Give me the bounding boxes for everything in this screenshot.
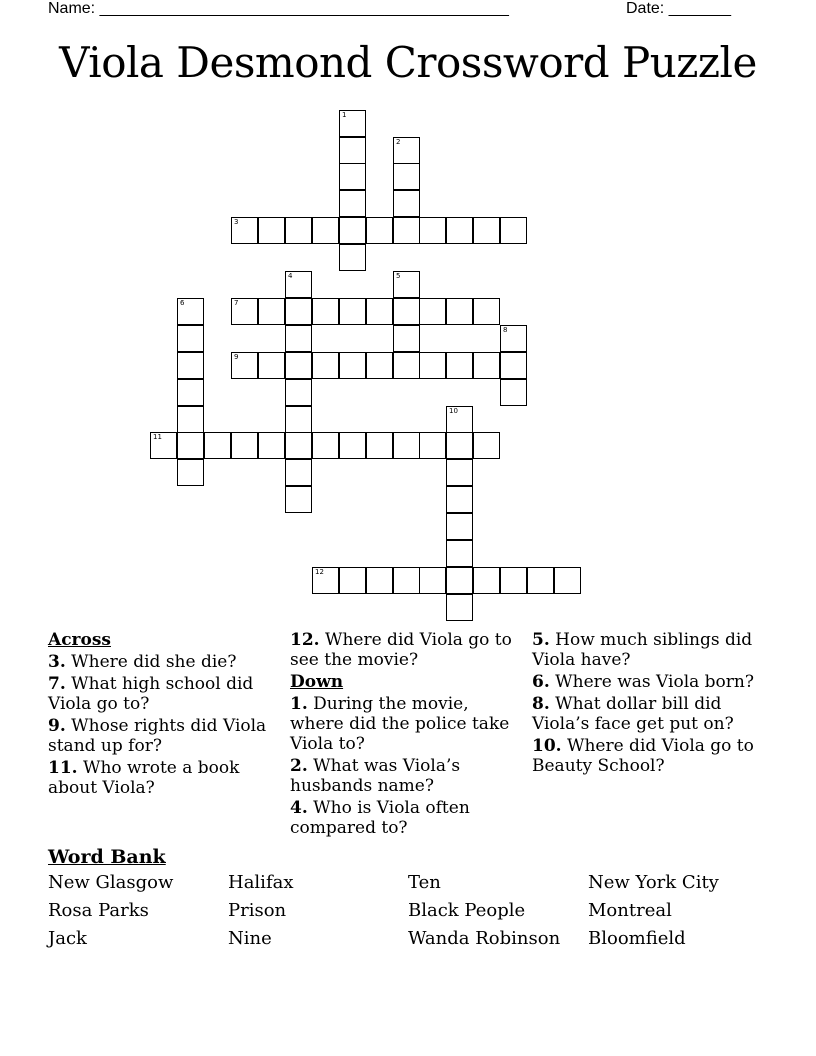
grid-cell[interactable] [500, 217, 527, 244]
clues-column-2 [290, 630, 522, 840]
clue-number: 3 [234, 218, 239, 226]
clue-number: 5 [396, 272, 401, 280]
word-bank-title: Word Bank [48, 846, 166, 868]
grid-cell[interactable] [312, 352, 339, 379]
clues-column-1 [48, 630, 280, 800]
grid-cell[interactable] [231, 217, 258, 244]
grid-cell[interactable] [177, 352, 204, 379]
word-bank-item: Jack [48, 928, 87, 949]
grid-cell[interactable] [393, 217, 420, 244]
clue-down-6: 6. Where was Viola born? [532, 672, 754, 692]
clue-across-3: 3. Where did she die? [48, 652, 237, 672]
clue-number: 12 [315, 568, 324, 576]
grid-cell[interactable] [339, 244, 366, 271]
grid-cell[interactable] [393, 163, 420, 190]
grid-cell[interactable] [393, 190, 420, 217]
page-title: Viola Desmond Crossword Puzzle [59, 38, 757, 87]
date-field-label[interactable]: Date: _______ [626, 0, 731, 17]
word-bank-item: Ten [408, 872, 441, 893]
clue-down-4: 4. Who is Viola often compared to? [290, 798, 470, 838]
grid-cell[interactable] [339, 190, 366, 217]
grid-cell[interactable] [231, 352, 258, 379]
word-bank-item: Montreal [588, 900, 672, 921]
grid-cell[interactable] [285, 352, 312, 379]
grid-cell[interactable] [366, 432, 393, 459]
grid-cell[interactable] [366, 217, 393, 244]
clue-down-1: 1. During the movie, where did the police take Viola to? [290, 694, 510, 754]
grid-cell[interactable] [285, 486, 312, 513]
grid-cell[interactable] [419, 298, 446, 325]
word-bank-item: Halifax [228, 872, 294, 893]
grid-cell[interactable] [285, 217, 312, 244]
grid-cell[interactable] [339, 217, 366, 244]
clue-number: 8 [503, 326, 508, 334]
clue-number: 11 [153, 433, 162, 441]
grid-cell[interactable] [285, 406, 312, 433]
clue-number: 1 [342, 111, 347, 119]
word-bank-item: Bloomfield [588, 928, 686, 949]
grid-cell[interactable] [258, 352, 285, 379]
grid-cell[interactable] [446, 432, 473, 459]
grid-cell[interactable] [285, 379, 312, 406]
clue-number: 9 [234, 353, 239, 361]
grid-cell[interactable] [150, 432, 177, 459]
grid-cell[interactable] [312, 298, 339, 325]
grid-cell[interactable] [393, 325, 420, 352]
grid-cell[interactable] [446, 567, 473, 594]
clue-across-12: 12. Where did Viola go to see the movie? [290, 630, 512, 670]
name-field-label[interactable]: Name: ______________________________________________ [48, 0, 509, 17]
down-heading: Down [290, 672, 344, 692]
grid-cell[interactable] [339, 110, 366, 137]
clue-across-11: 11. Who wrote a book about Viola? [48, 758, 240, 798]
grid-cell[interactable] [527, 567, 554, 594]
grid-cell[interactable] [554, 567, 581, 594]
clue-down-10: 10. Where did Viola go to Beauty School? [532, 736, 754, 776]
grid-cell[interactable] [500, 352, 527, 379]
grid-cell[interactable] [177, 459, 204, 486]
grid-cell[interactable] [446, 459, 473, 486]
grid-cell[interactable] [339, 137, 366, 164]
across-heading: Across [48, 630, 111, 650]
grid-cell[interactable] [473, 352, 500, 379]
grid-cell[interactable] [285, 459, 312, 486]
grid-cell[interactable] [312, 567, 339, 594]
grid-cell[interactable] [393, 271, 420, 298]
grid-cell[interactable] [419, 352, 446, 379]
grid-cell[interactable] [419, 432, 446, 459]
grid-cell[interactable] [339, 298, 366, 325]
grid-cell[interactable] [366, 567, 393, 594]
grid-cell[interactable] [473, 298, 500, 325]
grid-cell[interactable] [204, 432, 231, 459]
grid-cell[interactable] [177, 325, 204, 352]
grid-cell[interactable] [285, 325, 312, 352]
grid-cell[interactable] [231, 298, 258, 325]
word-bank-item: Wanda Robinson [408, 928, 561, 949]
grid-cell[interactable] [393, 137, 420, 164]
grid-cell[interactable] [177, 298, 204, 325]
grid-cell[interactable] [285, 271, 312, 298]
grid-cell[interactable] [339, 432, 366, 459]
grid-cell[interactable] [339, 163, 366, 190]
word-bank-item: Black People [408, 900, 526, 921]
grid-cell[interactable] [500, 567, 527, 594]
word-bank-item: Nine [228, 928, 272, 949]
clue-down-2: 2. What was Viola’s husbands name? [290, 756, 461, 796]
grid-cell[interactable] [500, 325, 527, 352]
clue-number: 2 [396, 138, 401, 146]
word-bank-item: New York City [588, 872, 719, 893]
clue-across-9: 9. Whose rights did Viola stand up for? [48, 716, 267, 756]
clue-number: 4 [288, 272, 293, 280]
word-bank-item: Prison [228, 900, 287, 921]
grid-cell[interactable] [446, 217, 473, 244]
word-bank-item: New Glasgow [48, 872, 174, 893]
grid-cell[interactable] [446, 594, 473, 621]
grid-cell[interactable] [339, 352, 366, 379]
grid-cell[interactable] [446, 406, 473, 433]
clue-across-7: 7. What high school did Viola go to? [48, 674, 254, 714]
grid-cell[interactable] [231, 432, 258, 459]
grid-cell[interactable] [500, 379, 527, 406]
grid-cell[interactable] [312, 217, 339, 244]
grid-cell[interactable] [393, 352, 420, 379]
grid-cell[interactable] [446, 540, 473, 567]
clue-down-8: 8. What dollar bill did Viola’s face get put on? [532, 694, 734, 734]
grid-cell[interactable] [393, 298, 420, 325]
grid-cell[interactable] [446, 513, 473, 540]
grid-cell[interactable] [393, 567, 420, 594]
grid-cell[interactable] [177, 379, 204, 406]
grid-cell[interactable] [446, 298, 473, 325]
clue-number: 6 [180, 299, 185, 307]
word-bank-item: Rosa Parks [48, 900, 149, 921]
clue-number: 10 [449, 407, 458, 415]
grid-cell[interactable] [258, 432, 285, 459]
grid-cell[interactable] [339, 567, 366, 594]
grid-cell[interactable] [473, 432, 500, 459]
grid-cell[interactable] [366, 352, 393, 379]
grid-cell[interactable] [446, 486, 473, 513]
grid-cell[interactable] [419, 217, 446, 244]
grid-cell[interactable] [177, 406, 204, 433]
grid-cell[interactable] [366, 298, 393, 325]
grid-cell[interactable] [285, 298, 312, 325]
grid-cell[interactable] [177, 432, 204, 459]
grid-cell[interactable] [285, 432, 312, 459]
clue-down-5: 5. How much siblings did Viola have? [532, 630, 753, 670]
grid-cell[interactable] [473, 567, 500, 594]
grid-cell[interactable] [393, 432, 420, 459]
grid-cell[interactable] [419, 567, 446, 594]
grid-cell[interactable] [258, 217, 285, 244]
clues-column-3 [532, 630, 764, 778]
grid-cell[interactable] [473, 217, 500, 244]
grid-cell[interactable] [258, 298, 285, 325]
grid-cell[interactable] [312, 432, 339, 459]
grid-cell[interactable] [446, 352, 473, 379]
clue-number: 7 [234, 299, 239, 307]
